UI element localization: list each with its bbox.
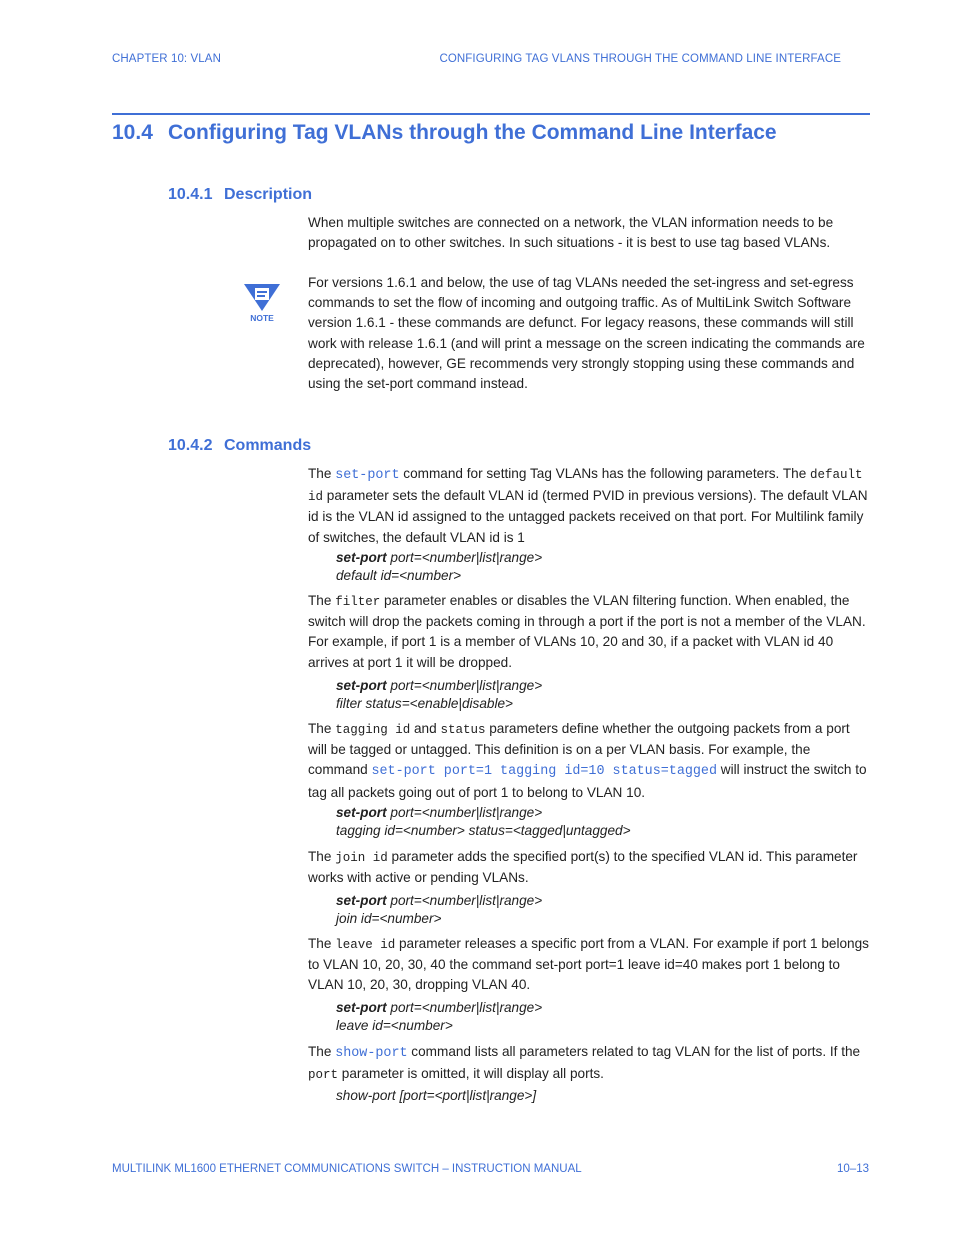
subsection-title: Commands [224,437,312,454]
text: command lists all parameters related to tag VLAN for the list of ports. If the [407,1044,861,1059]
text: The [308,466,336,481]
commands-paragraph-4 [308,847,870,888]
syntax-param: join id=<number> [336,911,442,926]
text: parameter is omitted, it will display all ports. [338,1066,604,1082]
subsection-number: 10.4.1 [168,186,213,203]
syntax-command: set-port [336,1000,387,1015]
syntax-param: leave id=<number> [336,1018,453,1033]
syntax-param: default id=<number> [336,568,462,583]
syntax-command: set-port [336,550,387,565]
text: parameter releases a specific port from a VLAN. For example if port 1 belongs to VLAN 10, 20, 30, 40 the command set-port port=1 leave id=40 makes port 1 belong to VLAN 10, 20, 30, dropping VLAN 40. [308,936,869,993]
text: parameter sets the default VLAN id (termed PVID in previous versions). The default VLAN id is the VLAN id assigned to the untagged packets received on that port. For Multilink family of switches, the default VLAN id is 1 [308,488,868,545]
paragraph-text: When multiple switches are connected on a network, the VLAN information needs to be propagated on to other switches. In such situations - it is best to use tag based VLANs. [308,215,834,251]
syntax-join [336,892,542,928]
text: The [308,593,336,608]
note-text: For versions 1.6.1 and below, the use of tag VLANs needed the set-ingress and set-egress commands to set the flow of incoming and outgoing traffic. As of MultiLink Switch Software version 1.6.1 - these commands are defunct. For legacy reasons, these commands will still work with release 1.6.1 (and will print a message on the screen indicating the commands are deprecated), however, GE recommends very strongly stopping using these commands and using the set-port command instead. [308,275,865,392]
commands-paragraph-5 [308,934,870,996]
tagging-example-link[interactable]: set-port port=1 tagging id=10 status=tagged [371,764,718,780]
commands-paragraph-3 [308,719,870,803]
code-default-id: default id [308,468,863,505]
commands-paragraph-1 [308,464,870,548]
syntax-command: set-port [336,805,387,820]
subsection-heading-description [168,186,312,204]
syntax-command: set-port [336,678,387,693]
commands-paragraph-6 [308,1042,870,1085]
note-icon-graphic [240,281,284,325]
description-paragraph [308,213,870,253]
set-port-link[interactable]: set-port [335,468,400,483]
code-filter: filter [335,595,381,609]
text: parameter adds the specified port(s) to the specified VLAN id. This parameter works with active or pending VLANs. [308,849,858,886]
code-status: status [440,723,486,737]
text: The [308,936,336,951]
commands-paragraph-2 [308,591,870,673]
code-tagging-id: tagging id [335,723,411,737]
note-icon-label: NOTE [250,313,274,323]
section-title: Configuring Tag VLANs through the Command Line Interface [168,121,777,144]
code-port: port [308,1068,339,1083]
section-heading [112,121,777,145]
syntax-args: port=<number|list|range> [386,550,543,565]
footer-page-number: 10–13 [837,1163,869,1175]
syntax-default-id [336,549,542,585]
syntax-leave [336,999,542,1035]
syntax-command: set-port [336,893,387,908]
text: parameters define whether the outgoing packets from a port will be tagged or untagged. This definition is on a per VLAN basis. For example, the command [308,721,850,778]
syntax-show-port [336,1087,536,1105]
syntax-args: port=<number|list|range> [386,678,543,693]
syntax-param: filter status=<enable|disable> [336,696,513,711]
text: The [308,1044,336,1059]
syntax-param: tagging id=<number> status=<tagged|untagged> [336,823,631,838]
syntax-tagging [336,804,631,840]
show-port-link[interactable]: show-port [335,1046,408,1061]
syntax-args: port=<number|list|range> [386,1000,543,1015]
text: The [308,721,336,736]
text: parameter enables or disables the VLAN filtering function. When enabled, the switch will drop the packets coming in through a port if the port is not a member of the VLAN. For example, if port 1 is a member of VLANs 10, 20 and 30, if a packet with VLAN id 40 arrives at port 1 it will be dropped. [308,593,866,670]
text: command for setting Tag VLANs has the following parameters. The [399,466,811,481]
syntax-param: show-port [port=<port|list|range>] [336,1088,537,1103]
footer-manual-title: MULTILINK ML1600 ETHERNET COMMUNICATIONS SWITCH – INSTRUCTION MANUAL [112,1163,582,1175]
syntax-args: port=<number|list|range> [386,805,543,820]
section-number: 10.4 [112,121,153,144]
subsection-title: Description [224,186,313,203]
subsection-number: 10.4.2 [168,437,213,454]
section-rule [112,113,870,115]
text: and [410,721,441,736]
syntax-filter [336,677,542,713]
text: will instruct the switch to tag all packets going out of port 1 to belong to VLAN 10. [308,762,867,800]
note-icon [240,281,284,325]
text: The [308,849,336,864]
code-leave-id: leave id [335,938,396,952]
syntax-args: port=<number|list|range> [386,893,543,908]
subsection-heading-commands [168,437,311,455]
running-header-section: CONFIGURING TAG VLANS THROUGH THE COMMAND LINE INTERFACE [439,53,841,65]
note-paragraph [308,273,870,394]
code-join-id: join id [335,851,388,865]
running-header-chapter: CHAPTER 10: VLAN [112,53,221,65]
